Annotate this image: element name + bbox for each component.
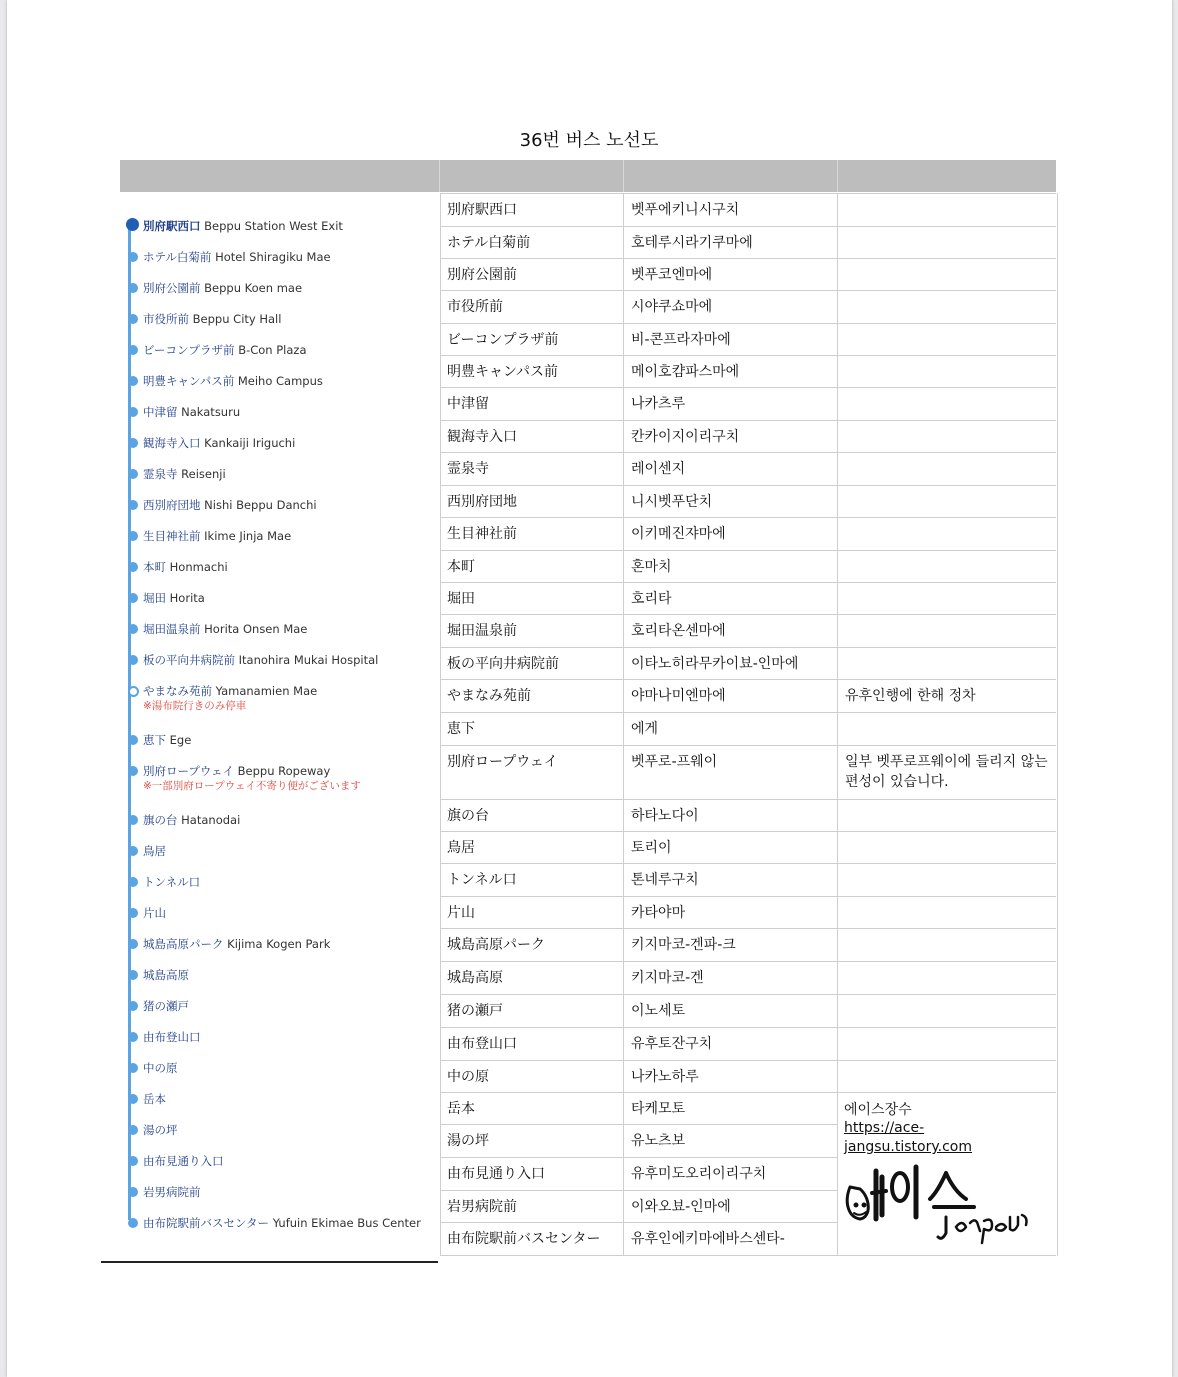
stop-name-jp: 由布登山口 [143, 1030, 201, 1044]
cell-japanese: 鳥居 [447, 840, 475, 856]
cell-note: 유후인행에 한해 정차 [837, 680, 1056, 712]
cell-korean: 시야쿠쇼마에 [623, 291, 837, 323]
stop-name-en: Nakatsuru [181, 405, 241, 419]
route-bottom-rule [101, 1261, 438, 1263]
cell-note [837, 615, 1056, 647]
header-divider [623, 160, 624, 192]
stop-marker-icon [128, 314, 138, 324]
cell-korean: 니시벳푸단치 [623, 486, 837, 517]
cell-note [837, 929, 1056, 961]
table-row [440, 226, 1056, 258]
cell-korean: 비-콘프라자마에 [623, 324, 837, 355]
cell-note [837, 864, 1056, 896]
table-row [440, 323, 1056, 355]
cell-korean: 타케모토 [623, 1093, 837, 1124]
table-row [440, 863, 1056, 896]
stop-label [143, 813, 443, 828]
stop-name-en: Kijima Kogen Park [227, 937, 331, 951]
cell-japanese: 由布登山口 [447, 1036, 517, 1052]
table-row [440, 647, 1056, 679]
stop-name-en: B-Con Plaza [238, 343, 307, 357]
stop-name-en: Ikime Jinja Mae [204, 529, 292, 543]
stop-label [143, 1123, 443, 1138]
cell-korean: 이노세토 [623, 995, 837, 1027]
stop-marker-icon [128, 593, 138, 603]
stop-marker-icon [126, 218, 139, 231]
cell-note [837, 897, 1056, 928]
cell-korean: 나카츠루 [623, 388, 837, 420]
stop-marker-icon [128, 562, 138, 572]
table-row [440, 961, 1056, 994]
stop-name-jp: 中の原 [143, 1061, 178, 1075]
cell-korean: 벳푸코엔마에 [623, 259, 837, 290]
stop-marker-icon [128, 376, 138, 386]
stop-marker-icon [128, 766, 138, 776]
stop-label [143, 937, 443, 952]
stop-marker-icon [128, 624, 138, 634]
stop-marker-icon [128, 438, 138, 448]
cell-note [837, 421, 1056, 452]
stop-marker-icon [128, 877, 138, 887]
cell-japanese: 片山 [447, 905, 475, 921]
stop-name-en: Honmachi [169, 560, 228, 574]
cell-note [837, 194, 1056, 226]
table-row [440, 290, 1056, 323]
signature-logo [842, 1157, 1042, 1249]
cell-japanese: 観海寺入口 [447, 429, 517, 445]
table-bottom-border [440, 1255, 1056, 1256]
stop-label [143, 733, 443, 748]
stop-note: ※湯布院行きのみ停車 [143, 700, 247, 712]
cell-japanese: 旗の台 [447, 808, 489, 824]
stop-name-jp: 鳥居 [143, 844, 166, 858]
stop-name-jp: 猪の瀬戸 [143, 999, 189, 1013]
stop-name-jp: 別府駅西口 [143, 219, 201, 233]
stop-name-jp: 本町 [143, 560, 166, 574]
stop-marker-icon [128, 1094, 138, 1104]
stop-name-en: Hotel Shiragiku Mae [215, 250, 331, 264]
stop-marker-icon [128, 815, 138, 825]
cell-note [837, 324, 1056, 355]
cell-korean: 혼마치 [623, 551, 837, 582]
stop-label [143, 653, 443, 668]
cell-korean: 키지마코-겐 [623, 962, 837, 994]
cell-korean: 에게 [623, 713, 837, 745]
stop-label [143, 999, 443, 1014]
cell-note [837, 486, 1056, 517]
cell-japanese: 別府駅西口 [447, 202, 517, 218]
table-row [440, 485, 1056, 517]
cell-korean: 벳푸로-프웨이 [623, 746, 837, 799]
stop-name-en: Ege [169, 733, 192, 747]
stop-name-jp: 板の平向井病院前 [143, 653, 235, 667]
stop-label [143, 591, 443, 606]
stop-name-jp: 観海寺入口 [143, 436, 201, 450]
page-title: 36번 버스 노선도 [519, 130, 659, 151]
cell-note [837, 291, 1056, 323]
stop-marker-icon [128, 407, 138, 417]
stop-label [143, 219, 443, 234]
cell-japanese: 中津留 [447, 396, 489, 412]
stop-marker-icon [128, 1001, 138, 1011]
table-row [440, 1060, 1056, 1092]
cell-note [837, 962, 1056, 994]
cell-note [837, 227, 1056, 258]
stop-name-jp: 恵下 [143, 733, 166, 747]
stop-name-jp: 別府ロープウェイ [143, 764, 234, 778]
stop-note: ※一部別府ロープウェイ不寄り便がございます [143, 780, 361, 792]
stop-marker-icon [128, 908, 138, 918]
stop-label [143, 374, 443, 389]
cell-note [837, 995, 1056, 1027]
cell-note [837, 583, 1056, 614]
cell-note [837, 551, 1056, 582]
stop-marker-icon [128, 1156, 138, 1166]
stop-label [143, 498, 443, 513]
cell-japanese: 岳本 [447, 1101, 475, 1117]
stop-name-jp: トンネル口 [143, 875, 201, 889]
stop-label [143, 968, 443, 983]
cell-japanese: 堀田温泉前 [447, 623, 517, 639]
stop-name-en: Beppu Ropeway [237, 764, 331, 778]
cell-korean: 유노츠보 [623, 1125, 837, 1157]
stop-marker-icon [128, 469, 138, 479]
cell-japanese: 生目神社前 [447, 526, 517, 542]
cell-japanese: 恵下 [447, 721, 475, 737]
cell-note [837, 453, 1056, 485]
stop-marker-icon [128, 655, 138, 665]
table-row [440, 745, 1056, 799]
cell-japanese: 猪の瀬戸 [447, 1003, 503, 1019]
header-divider [439, 160, 440, 192]
stop-name-jp: ビーコンプラザ前 [143, 343, 235, 357]
cell-korean: 유후토잔구치 [623, 1028, 837, 1060]
cell-korean: 키지마코-겐파-크 [623, 929, 837, 961]
stop-marker-icon [128, 252, 138, 262]
table-row [440, 582, 1056, 614]
cell-japanese: 由布院駅前バスセンター [447, 1231, 601, 1247]
cell-japanese: 霊泉寺 [447, 461, 489, 477]
cell-japanese: ホテル白菊前 [447, 235, 531, 251]
cell-korean: 벳푸에키니시구치 [623, 194, 837, 226]
cell-note [837, 713, 1056, 745]
stop-name-en: Yufuin Ekimae Bus Center [272, 1216, 421, 1230]
stop-marker-icon [128, 1032, 138, 1042]
stop-marker-icon [128, 1218, 138, 1228]
table-row [440, 896, 1056, 928]
table-row [440, 994, 1056, 1027]
cell-note [837, 1028, 1056, 1060]
stop-marker-icon [128, 735, 138, 745]
stop-label [143, 1030, 443, 1045]
cell-japanese: 別府ロープウェイ [447, 754, 558, 770]
stop-name-jp: 堀田 [143, 591, 166, 605]
cell-korean: 톤네루구치 [623, 864, 837, 896]
stop-marker-icon [128, 1125, 138, 1135]
stop-name-jp: 旗の台 [143, 813, 178, 827]
cell-note [837, 832, 1056, 863]
cell-note: 일부 벳푸로프웨이에 들리지 않는 편성이 있습니다. [837, 746, 1056, 799]
table-row [440, 1027, 1056, 1060]
stop-label [143, 844, 443, 859]
cell-japanese: 岩男病院前 [447, 1199, 517, 1215]
stop-name-en: Nishi Beppu Danchi [204, 498, 317, 512]
table-row [440, 928, 1056, 961]
cell-japanese: 市役所前 [447, 299, 503, 315]
cell-note [837, 648, 1056, 679]
stop-label [143, 1185, 443, 1200]
stop-label [143, 1061, 443, 1076]
cell-japanese: 板の平向井病院前 [447, 656, 559, 672]
stop-label [143, 684, 443, 714]
stop-name-jp: 湯の坪 [143, 1123, 178, 1137]
stop-marker-icon [128, 1063, 138, 1073]
credit-name: 에이스장수 [844, 1102, 912, 1118]
stop-marker-icon [128, 500, 138, 510]
cell-japanese: 城島高原パーク [447, 937, 545, 953]
stop-name-en: Horita [169, 591, 205, 605]
table-row [440, 193, 1056, 226]
stop-marker-icon [128, 686, 139, 697]
table-header-bar [120, 160, 1056, 192]
stop-label [143, 436, 443, 451]
stop-name-jp: 市役所前 [143, 312, 189, 326]
cell-japanese: トンネル口 [447, 872, 517, 888]
table-row [440, 258, 1056, 290]
header-divider [837, 160, 838, 192]
cell-note [837, 518, 1056, 550]
stop-label [143, 1154, 443, 1169]
cell-japanese: 本町 [447, 559, 475, 575]
stop-name-jp: 岳本 [143, 1092, 166, 1106]
stop-marker-icon [128, 970, 138, 980]
stop-label [143, 906, 443, 921]
stop-label [143, 467, 443, 482]
cell-korean: 이키메진쟈마에 [623, 518, 837, 550]
cell-korean: 레이센지 [623, 453, 837, 485]
credit-link[interactable]: https://ace-jangsu.tistory.com [844, 1120, 972, 1155]
cell-korean: 이와오뵤-인마에 [623, 1191, 837, 1222]
stop-name-en: Beppu City Hall [192, 312, 282, 326]
stop-label [143, 529, 443, 544]
stop-label [143, 560, 443, 575]
table-row [440, 799, 1056, 831]
cell-japanese: 城島高原 [447, 970, 503, 986]
cell-korean: 호테루시라기쿠마에 [623, 227, 837, 258]
stop-label [143, 405, 443, 420]
stop-name-jp: やまなみ苑前 [143, 684, 212, 698]
cell-japanese: 西別府団地 [447, 494, 517, 510]
stop-name-jp: 片山 [143, 906, 166, 920]
stop-label [143, 622, 443, 637]
cell-korean: 나카노하루 [623, 1061, 837, 1092]
table-row [440, 831, 1056, 863]
stop-name-en: Itanohira Mukai Hospital [238, 653, 379, 667]
table-row [440, 355, 1056, 387]
stop-name-en: Hatanodai [181, 813, 241, 827]
stop-marker-icon [128, 283, 138, 293]
table-row [440, 387, 1056, 420]
cell-japanese: 中の原 [447, 1069, 489, 1085]
cell-korean: 유후미도오리이리구치 [623, 1158, 837, 1190]
cell-korean: 호리타온센마에 [623, 615, 837, 647]
cell-korean: 메이호캼파스마에 [623, 356, 837, 387]
stop-name-jp: 生目神社前 [143, 529, 201, 543]
cell-japanese: ビーコンプラザ前 [447, 332, 559, 348]
stop-name-en: Kankaiji Iriguchi [204, 436, 296, 450]
stop-marker-icon [128, 846, 138, 856]
cell-note [837, 259, 1056, 290]
cell-note [837, 800, 1056, 831]
stop-name-jp: 城島高原パーク [143, 937, 224, 951]
credit-block [838, 1095, 1056, 1255]
cell-korean: 유후인에키마에바스센타- [623, 1223, 837, 1255]
cell-korean: 카타야마 [623, 897, 837, 928]
cell-japanese: 別府公園前 [447, 267, 517, 283]
stop-name-jp: 中津留 [143, 405, 178, 419]
stop-marker-icon [128, 939, 138, 949]
cell-note [837, 356, 1056, 387]
stop-name-en: Horita Onsen Mae [204, 622, 308, 636]
stop-label [143, 312, 443, 327]
table-row [440, 679, 1056, 712]
cell-korean: 호리타 [623, 583, 837, 614]
cell-japanese: 明豊キャンパス前 [447, 364, 559, 380]
stop-name-jp: 由布見通り入口 [143, 1154, 224, 1168]
stop-name-jp: 別府公園前 [143, 281, 201, 295]
stop-label [143, 1092, 443, 1107]
stop-name-en: Reisenji [181, 467, 226, 481]
table-row [440, 517, 1056, 550]
stop-name-jp: 西別府団地 [143, 498, 201, 512]
cell-note [837, 388, 1056, 420]
cell-korean: 칸카이지이리구치 [623, 421, 837, 452]
stop-name-jp: 明豊キャンパス前 [143, 374, 235, 388]
table-row [440, 452, 1056, 485]
table-row [440, 614, 1056, 647]
cell-japanese: 由布見通り入口 [447, 1166, 545, 1182]
stop-name-jp: ホテル白菊前 [143, 250, 212, 264]
stop-name-en: Meiho Campus [237, 374, 323, 388]
stop-label [143, 764, 443, 794]
stop-label [143, 250, 443, 265]
stop-name-en: Beppu Koen mae [204, 281, 303, 295]
cell-korean: 야마나미엔마에 [623, 680, 837, 712]
stop-name-jp: 城島高原 [143, 968, 189, 982]
stop-name-en: Yamanamien Mae [215, 684, 318, 698]
cell-japanese: 堀田 [447, 591, 475, 607]
cell-japanese: やまなみ苑前 [447, 688, 531, 704]
stop-label [143, 875, 443, 890]
stop-name-jp: 霊泉寺 [143, 467, 178, 481]
stop-name-jp: 由布院駅前バスセンター [143, 1216, 270, 1230]
stop-label [143, 1216, 443, 1231]
cell-korean: 토리이 [623, 832, 837, 863]
stop-marker-icon [128, 345, 138, 355]
table-row [440, 420, 1056, 452]
cell-korean: 이타노히라무카이뵤-인마에 [623, 648, 837, 679]
stop-label [143, 343, 443, 358]
stop-label [143, 281, 443, 296]
stop-marker-icon [128, 1187, 138, 1197]
stop-marker-icon [128, 531, 138, 541]
cell-note [837, 1061, 1056, 1092]
cell-korean: 하타노다이 [623, 800, 837, 831]
cell-japanese: 湯の坪 [447, 1133, 489, 1149]
stop-name-jp: 岩男病院前 [143, 1185, 201, 1199]
stop-name-jp: 堀田温泉前 [143, 622, 201, 636]
stop-name-en: Beppu Station West Exit [204, 219, 343, 233]
table-row [440, 550, 1056, 582]
table-row [440, 712, 1056, 745]
